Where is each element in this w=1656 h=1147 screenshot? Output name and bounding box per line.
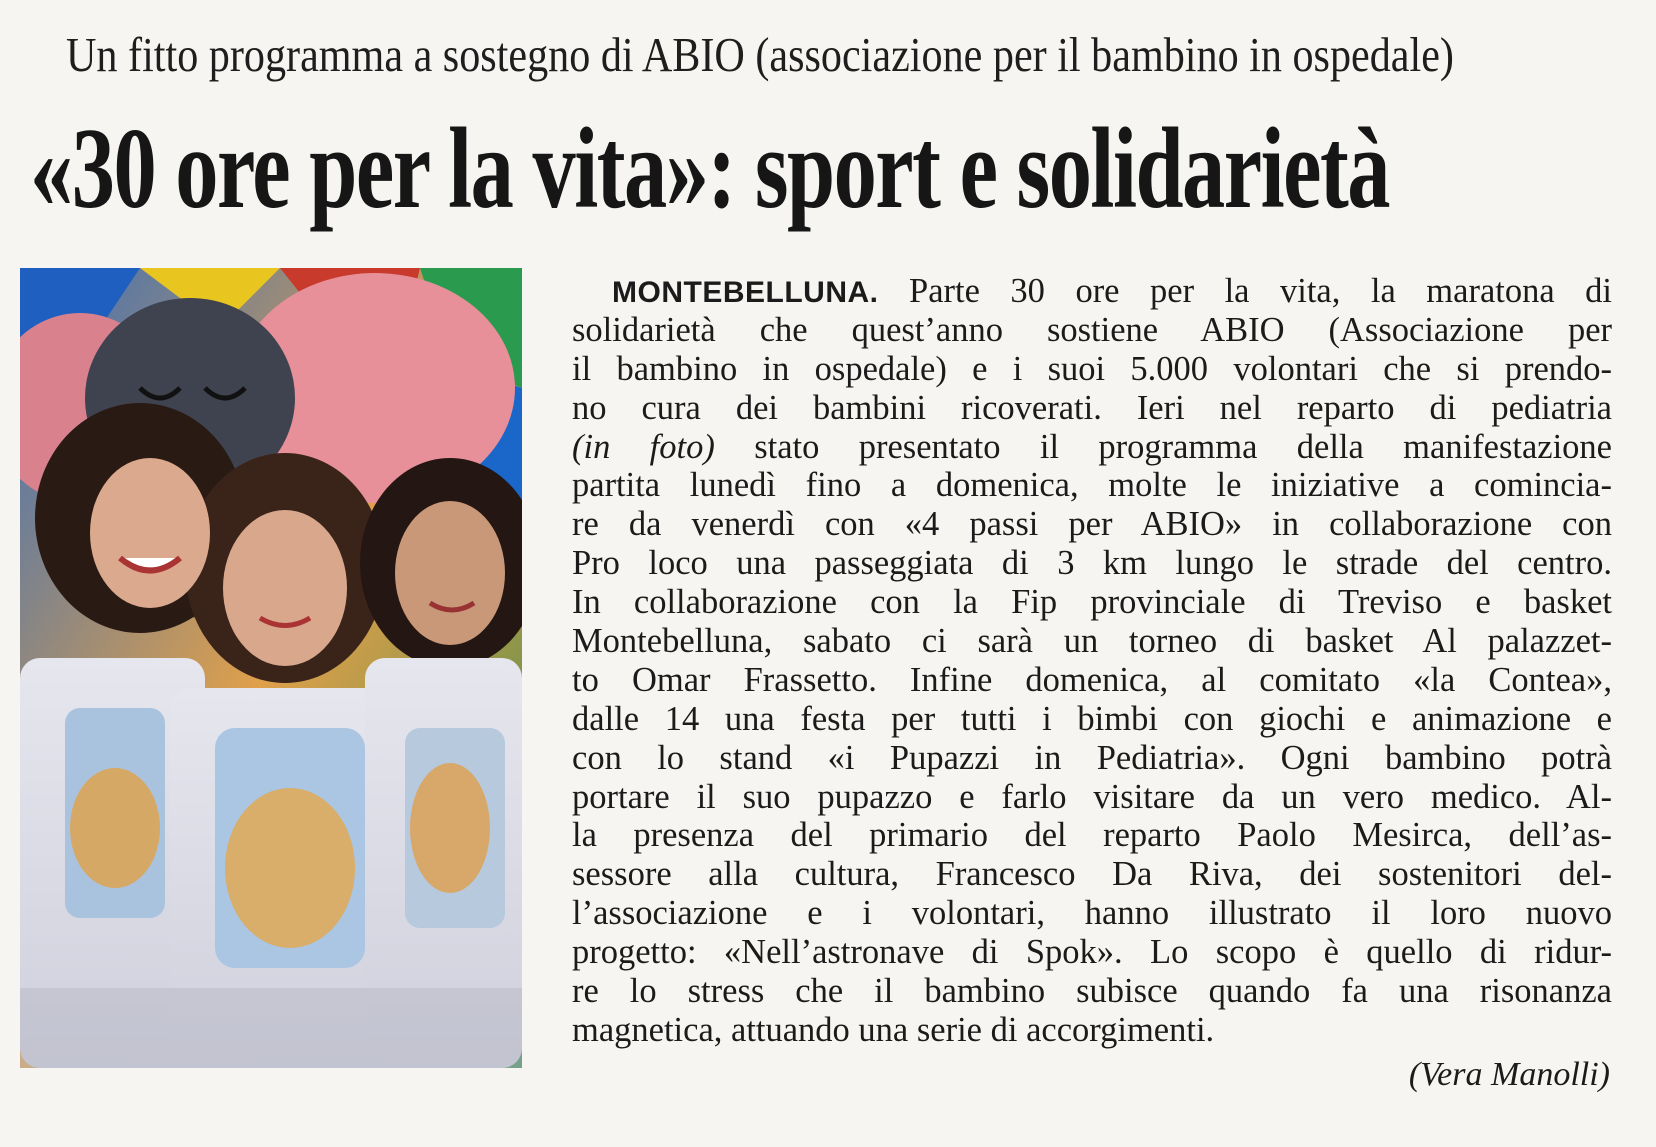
body-line: partita lunedì fino a domenica, molte le iniziative a comincia-	[572, 466, 1612, 505]
headline: «30 ore per la vita»: sport e solidarietà	[30, 105, 1390, 233]
kicker: Un fitto programma a sostegno di ABIO (associazione per il bambino in ospedale)	[66, 27, 1454, 82]
body-line: progetto: «Nell’astronave di Spok». Lo scopo è quello di ridur-	[572, 933, 1612, 972]
body-line: (in foto) stato presentato il programma della manifestazione	[572, 427, 1612, 466]
body-line: portare il suo pupazzo e farlo visitare da un vero medico. Al-	[572, 777, 1612, 816]
body-line: In collaborazione con la Fip provinciale di Treviso e basket	[572, 583, 1612, 622]
body-line: con lo stand «i Pupazzi in Pediatria». Ogni bambino potrà	[572, 738, 1612, 777]
dateline: MONTEBELLUNA.	[612, 276, 879, 309]
body-line: re da venerdì con «4 passi per ABIO» in collaborazione con	[572, 505, 1612, 544]
article-body	[572, 272, 1612, 1050]
body-line: to Omar Frassetto. Infine domenica, al comitato «la Contea»,	[572, 660, 1612, 699]
body-line: no cura dei bambini ricoverati. Ieri nel reparto di pediatria	[572, 388, 1612, 427]
body-line: il bambino in ospedale) e i suoi 5.000 volontari che si prendo-	[572, 349, 1612, 388]
body-line: dalle 14 una festa per tutti i bimbi con giochi e animazione e	[572, 699, 1612, 738]
body-line: Montebelluna, sabato ci sarà un torneo di basket Al palazzet-	[572, 622, 1612, 661]
photo-image	[20, 268, 522, 1068]
body-line: la presenza del primario del reparto Paolo Mesirca, dell’as-	[572, 816, 1612, 855]
body-line: solidarietà che quest’anno sostiene ABIO (Associazione per	[572, 310, 1612, 349]
body-line: MONTEBELLUNA. Parte 30 ore per la vita, la maratona di	[612, 272, 1613, 310]
photo-reference: (in foto)	[572, 427, 715, 466]
body-line: sessore alla cultura, Francesco Da Riva, dei sostenitori del-	[572, 855, 1612, 894]
body-line: Pro loco una passeggiata di 3 km lungo le strade del centro.	[572, 544, 1612, 583]
byline: (Vera Manolli)	[1408, 1056, 1610, 1093]
body-line: l’associazione e i volontari, hanno illustrato il loro nuovo	[572, 894, 1612, 933]
body-line: magnetica, attuando una serie di accorgimenti.	[572, 1010, 1215, 1049]
body-line: re lo stress che il bambino subisce quando fa una risonanza	[572, 972, 1612, 1011]
article-photo	[20, 268, 522, 1068]
